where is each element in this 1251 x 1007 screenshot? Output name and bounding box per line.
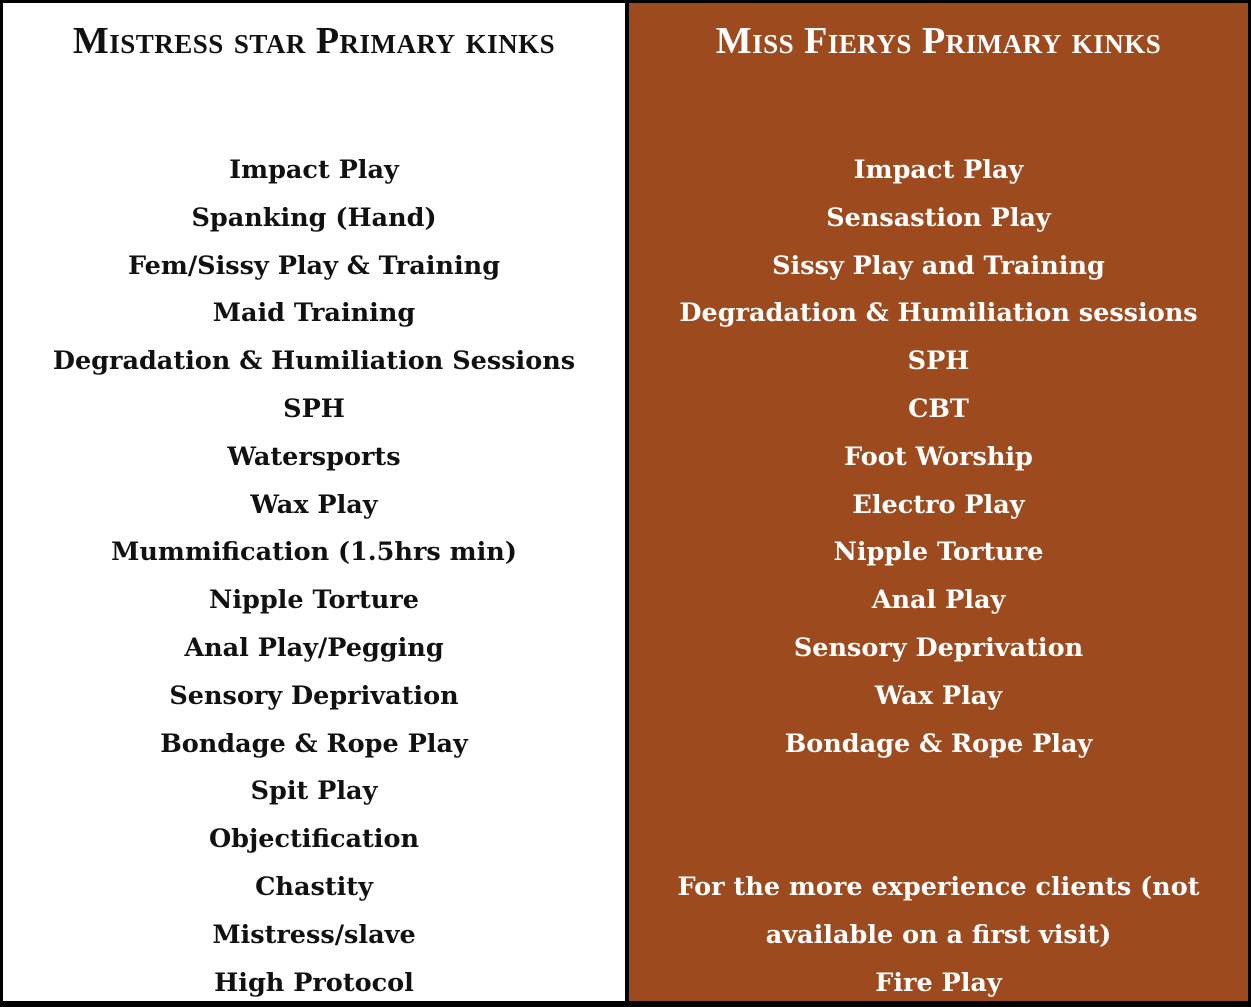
list-item: Wax Play bbox=[874, 680, 1003, 711]
list-item: Nipple Torture bbox=[209, 585, 419, 616]
list-item: SPH bbox=[907, 346, 970, 377]
list-item: Sensastion Play bbox=[826, 202, 1051, 233]
list-spacer bbox=[629, 768, 1248, 816]
list-item: Electro Play bbox=[852, 489, 1025, 520]
list-item: Spit Play bbox=[250, 776, 378, 807]
list-item: Sissy Play and Training bbox=[772, 250, 1105, 281]
list-item: Mummification (1.5hrs min) bbox=[111, 537, 517, 568]
list-item: Degradation & Humiliation Sessions bbox=[52, 346, 576, 377]
mistress-star-column bbox=[3, 3, 625, 1001]
list-spacer bbox=[629, 816, 1248, 864]
list-item: Spanking (Hand) bbox=[191, 202, 437, 233]
list-item: Bondage & Rope Play bbox=[160, 728, 468, 759]
list-item: Anal Play/Pegging bbox=[184, 632, 444, 663]
list-item: Bondage & Rope Play bbox=[784, 728, 1093, 759]
miss-fiery-list bbox=[629, 147, 1248, 1007]
list-item: Mistress/slave bbox=[212, 919, 416, 950]
list-item: Degradation & Humiliation sessions bbox=[679, 298, 1198, 329]
mistress-star-heading: Mistress star Primary kinks bbox=[72, 20, 556, 62]
list-item: SPH bbox=[283, 393, 345, 424]
list-item: Impact Play bbox=[229, 155, 399, 185]
list-item: Nipple Torture bbox=[833, 537, 1044, 568]
list-item: Fire Play bbox=[875, 967, 1002, 998]
list-item: Sensory Deprivation bbox=[169, 680, 459, 711]
list-item: Chastity bbox=[255, 871, 373, 902]
list-item: High Protocol bbox=[214, 967, 414, 998]
list-item: Objectification bbox=[208, 824, 420, 855]
list-item: Impact Play bbox=[853, 155, 1024, 185]
miss-fiery-heading: Miss Fierys Primary kinks bbox=[715, 20, 1162, 62]
list-item: CBT bbox=[908, 393, 969, 424]
miss-fiery-column bbox=[629, 3, 1248, 1001]
list-item: Maid Training bbox=[212, 298, 416, 329]
list-item: Fem/Sissy Play & Training bbox=[127, 250, 501, 281]
list-item: Anal Play bbox=[871, 585, 1006, 616]
experienced-clients-note-line-1: For the more experience clients (not bbox=[677, 871, 1200, 902]
list-item: Watersports bbox=[227, 441, 401, 472]
experienced-clients-note-line-2: available on a first visit) bbox=[765, 919, 1112, 950]
list-item: Wax Play bbox=[250, 489, 378, 520]
list-item: Sensory Deprivation bbox=[793, 632, 1084, 663]
mistress-star-list bbox=[3, 147, 625, 1007]
list-item: Foot Worship bbox=[844, 441, 1033, 472]
